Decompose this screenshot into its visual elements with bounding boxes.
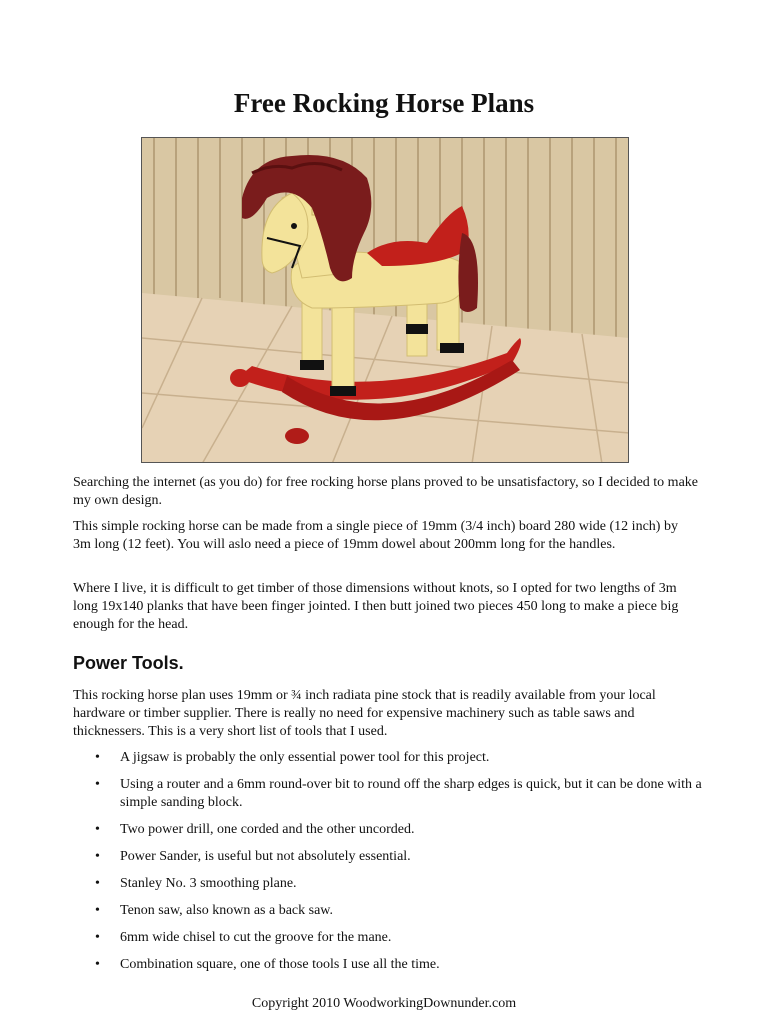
list-item	[92, 902, 702, 920]
list-item	[92, 821, 702, 839]
list-item-text: A jigsaw is probably the only essential power tool for this project.	[120, 750, 490, 765]
list-item-text: Stanley No. 3 smoothing plane.	[120, 876, 297, 891]
list-item	[92, 875, 702, 893]
list-item	[92, 776, 702, 812]
bullet-icon: •	[95, 777, 100, 792]
paragraph: This rocking horse plan uses 19mm or ¾ inch radiata pine stock that is readily available from your local hardware or timber supplier. There is really no need for expensive machinery such as table saws and thicknessers. This is a very short list of tools that I used.	[73, 688, 656, 739]
rocking-horse-photo	[141, 137, 629, 463]
paragraph: Searching the internet (as you do) for free rocking horse plans proved to be unsatisfactory, so I decided to make my own design.	[73, 475, 698, 508]
page-title: Free Rocking Horse Plans	[233, 88, 535, 118]
tools-list	[92, 749, 702, 983]
dimensions-paragraph	[73, 518, 698, 554]
paragraph: This simple rocking horse can be made from a single piece of 19mm (3/4 inch) board 280 wide (12 inch) by 3m long (12 feet). You will aslo need a piece of 19mm dowel about 200mm long for the handles.	[73, 519, 678, 552]
list-item-text: Power Sander, is useful but not absolutely essential.	[120, 849, 411, 864]
list-item	[92, 749, 702, 767]
list-item-text: Two power drill, one corded and the other uncorded.	[120, 822, 415, 837]
timber-paragraph	[73, 580, 698, 634]
bullet-icon: •	[95, 930, 100, 945]
bullet-icon: •	[95, 876, 100, 891]
bullet-icon: •	[95, 822, 100, 837]
bullet-icon: •	[95, 750, 100, 765]
list-item-text: Combination square, one of those tools I use all the time.	[120, 957, 440, 972]
section-heading: Power Tools.	[73, 653, 184, 673]
intro-paragraph	[73, 474, 698, 510]
list-item-text: 6mm wide chisel to cut the groove for the mane.	[120, 930, 392, 945]
bullet-icon: •	[95, 903, 100, 918]
list-item-text: Tenon saw, also known as a back saw.	[120, 903, 333, 918]
tools-intro-paragraph	[73, 687, 698, 741]
bullet-icon: •	[95, 849, 100, 864]
list-item	[92, 848, 702, 866]
list-item	[92, 956, 702, 974]
list-item-text: Using a router and a 6mm round-over bit to round off the sharp edges is quick, but it can be done with a simple sanding block.	[120, 777, 702, 810]
list-item	[92, 929, 702, 947]
copyright-footer: Copyright 2010 WoodworkingDownunder.com	[251, 996, 517, 1011]
bullet-icon: •	[95, 957, 100, 972]
paragraph: Where I live, it is difficult to get timber of those dimensions without knots, so I opted for two lengths of 3m long 19x140 planks that have been finger jointed. I then butt joined two pieces 450 long to make a piece big enough for the head.	[73, 581, 679, 632]
